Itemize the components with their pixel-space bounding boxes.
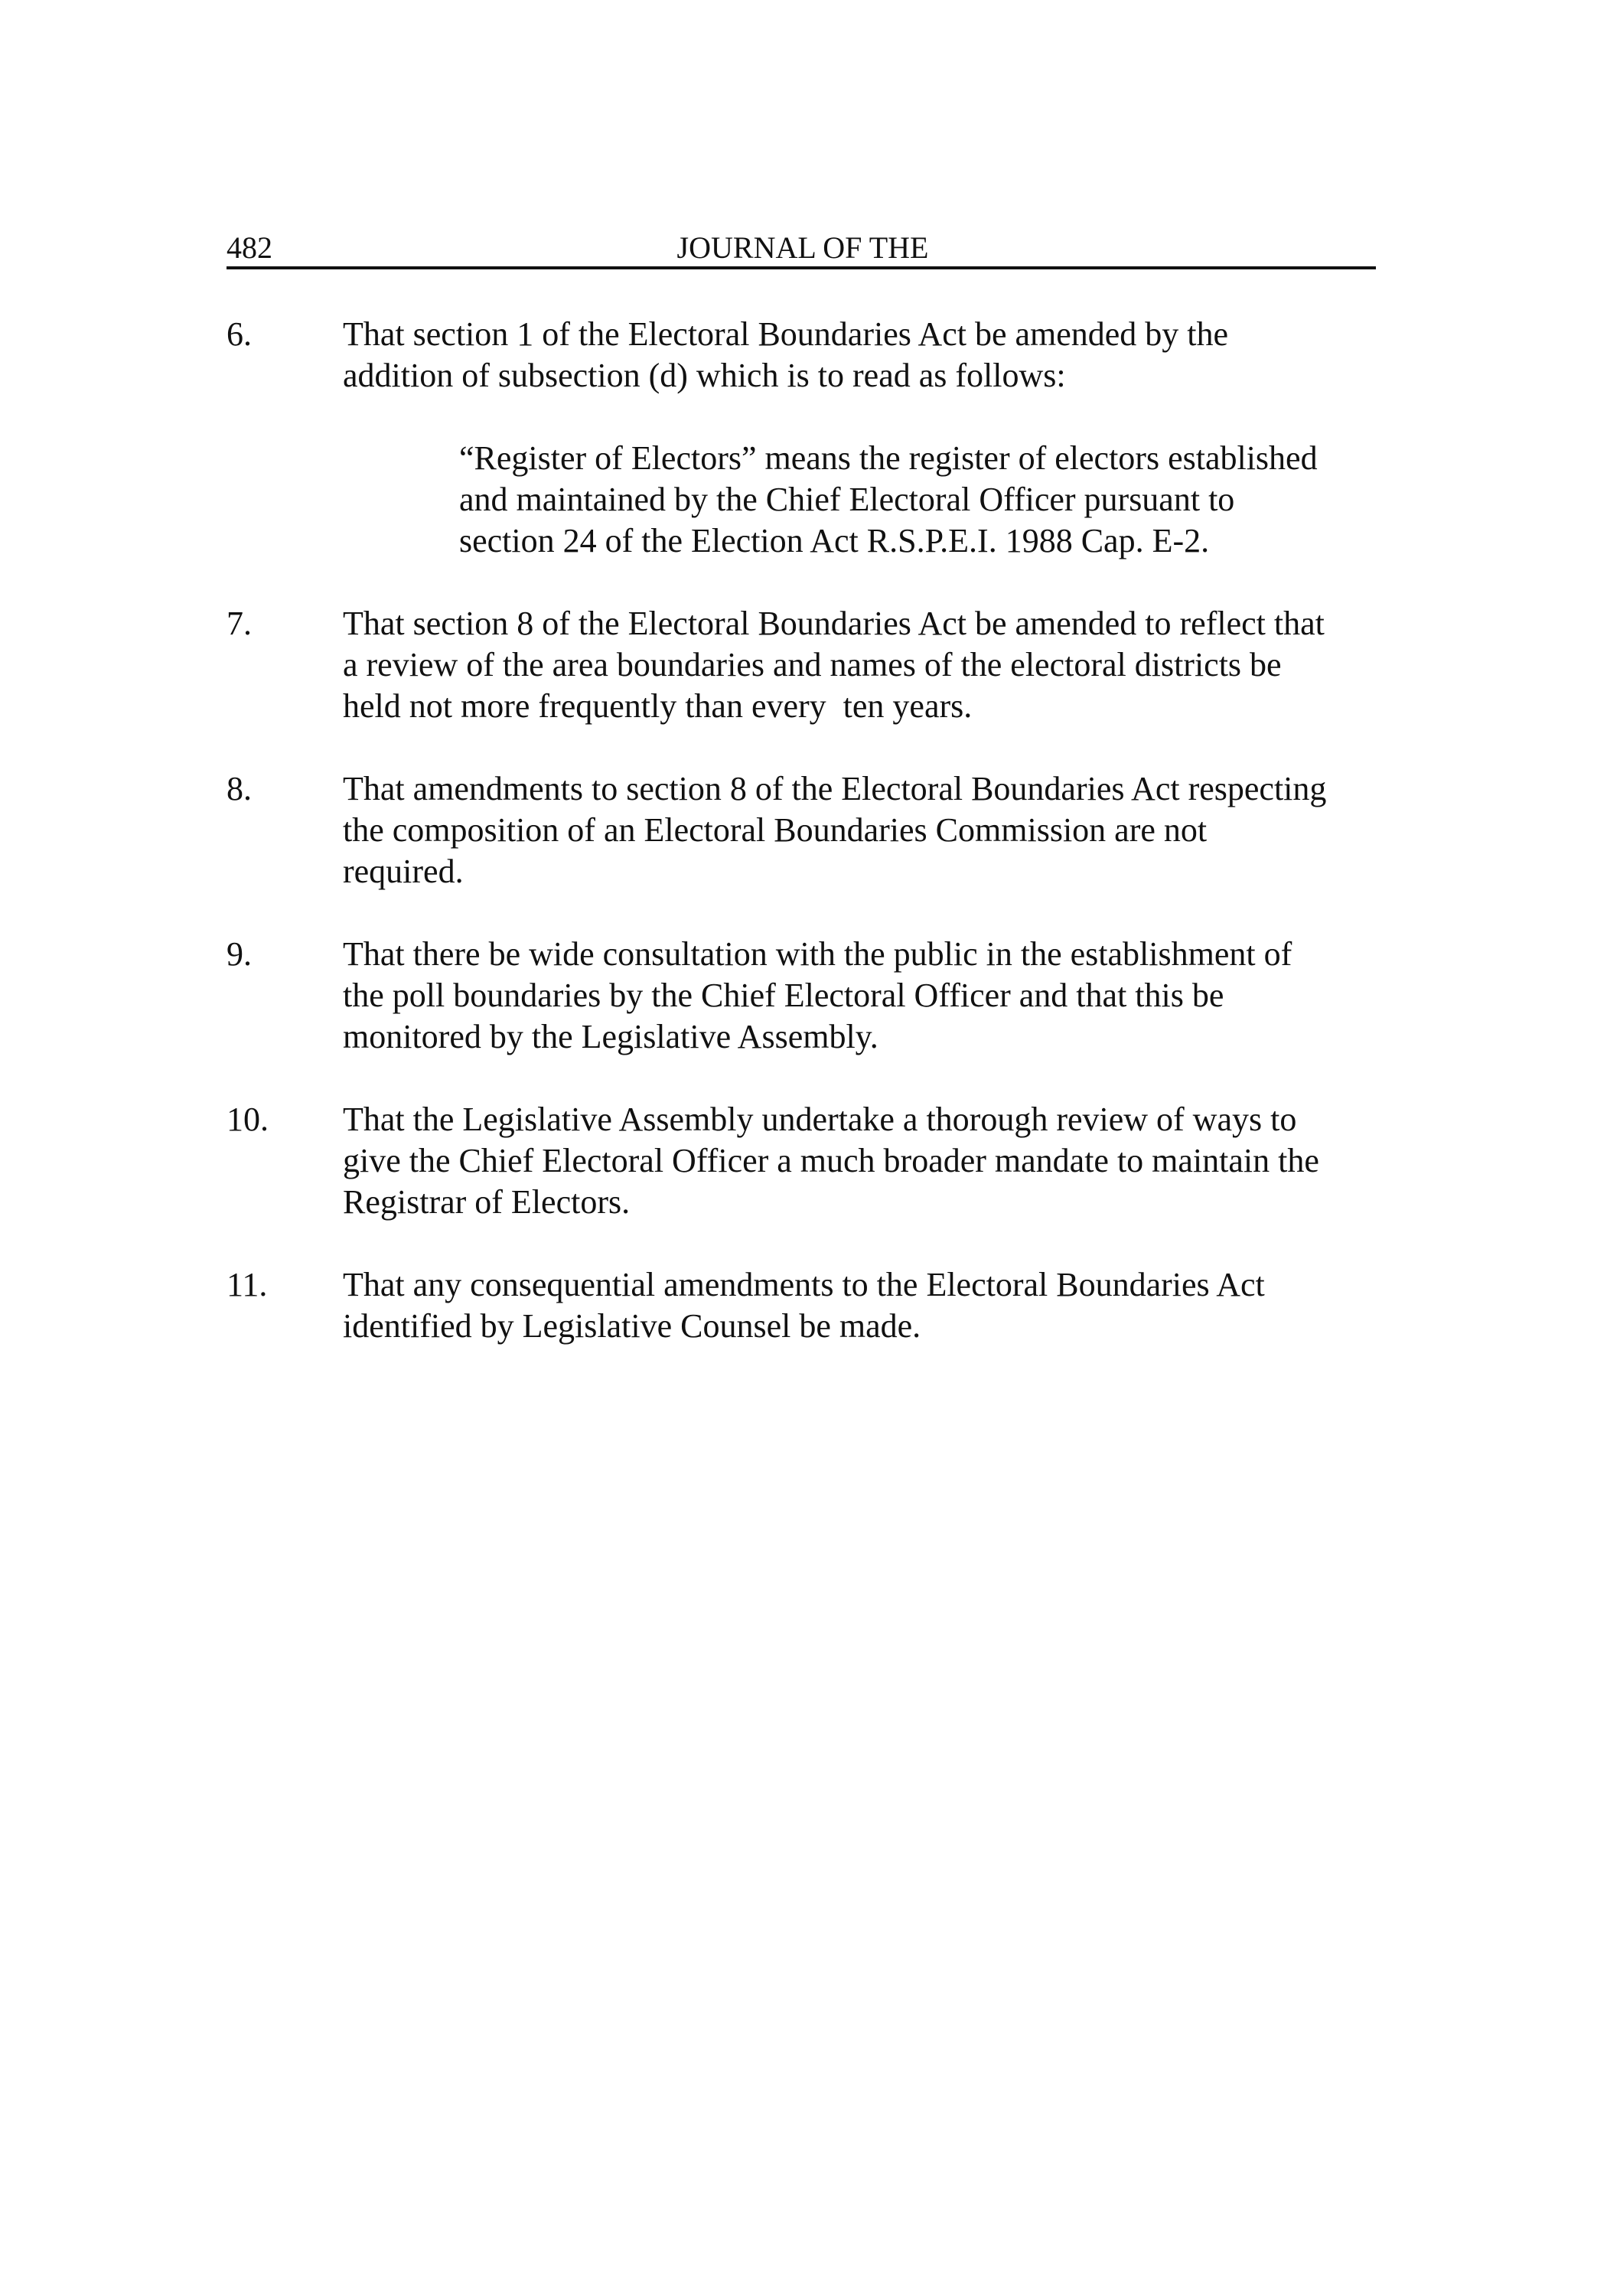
text-line: a review of the area boundaries and names of the electoral districts be [343, 646, 1282, 683]
item-number: 7. [227, 605, 252, 642]
list-item [227, 1099, 1390, 1223]
list-item [227, 1264, 1390, 1347]
text-line: That amendments to section 8 of the Electoral Boundaries Act respecting [343, 770, 1327, 807]
page-number: 482 [227, 230, 272, 265]
definition-quote [459, 438, 1390, 562]
text-line: the composition of an Electoral Boundaries Commission are not [343, 811, 1208, 849]
text-line: That there be wide consultation with the public in the establishment of [343, 935, 1292, 973]
quote-line: “Register of Electors” means the register of electors established [459, 439, 1318, 477]
text-line: Registrar of Electors. [343, 1183, 631, 1221]
list-item [227, 603, 1390, 727]
item-paragraph [343, 314, 1390, 396]
text-line: required. [343, 853, 464, 890]
item-number: 11. [227, 1266, 268, 1303]
text-line: monitored by the Legislative Assembly. [343, 1018, 878, 1055]
item-text [343, 603, 1390, 727]
item-number: 10. [227, 1101, 269, 1138]
item-number: 8. [227, 770, 252, 807]
text-line: the poll boundaries by the Chief Electoral Officer and that this be [343, 977, 1224, 1014]
text-line: That any consequential amendments to the Electoral Boundaries Act [343, 1266, 1265, 1303]
text-line: That section 1 of the Electoral Boundaries Act be amended by the [343, 315, 1229, 353]
text-line: addition of subsection (d) which is to read as follows: [343, 357, 1066, 394]
text-line: That section 8 of the Electoral Boundaries Act be amended to reflect that [343, 605, 1325, 642]
item-text [343, 768, 1390, 892]
list-item [227, 934, 1390, 1058]
text-line: identified by Legislative Counsel be made. [343, 1307, 921, 1345]
item-number: 6. [227, 315, 252, 353]
item-number: 9. [227, 935, 252, 973]
text-line: That the Legislative Assembly undertake a thorough review of ways to [343, 1101, 1297, 1138]
text-line: held not more frequently than every ten years. [343, 687, 973, 725]
quote-line: and maintained by the Chief Electoral Officer pursuant to [459, 481, 1235, 518]
header-rule [227, 266, 1376, 269]
item-text [343, 314, 1390, 562]
running-head: JOURNAL OF THE [676, 230, 929, 265]
quote-line: section 24 of the Election Act R.S.P.E.I. 1988 Cap. E-2. [459, 522, 1210, 559]
item-text [343, 934, 1390, 1058]
list-item [227, 314, 1390, 562]
item-text [343, 1264, 1390, 1347]
item-text [343, 1099, 1390, 1223]
text-line: give the Chief Electoral Officer a much broader mandate to maintain the [343, 1142, 1319, 1179]
list-item [227, 768, 1390, 892]
resolution-list [227, 314, 1390, 1388]
